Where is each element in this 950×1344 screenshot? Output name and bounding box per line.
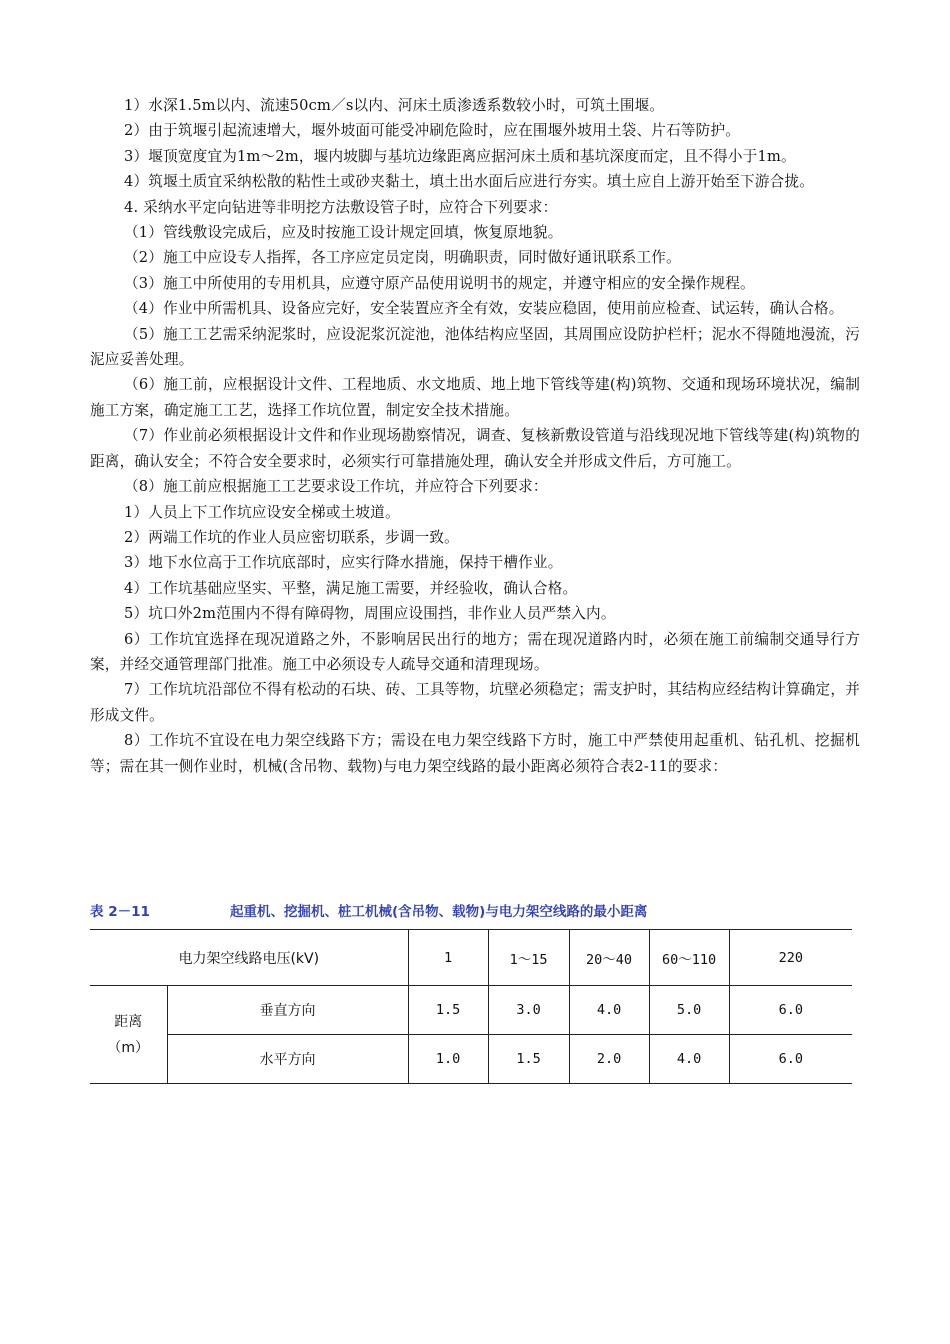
paragraph: 1）水深1.5m以内、流速50cm／s以内、河床土质渗透系数较小时，可筑土围堰。 <box>124 97 665 114</box>
value-cell: 6.0 <box>729 986 852 1035</box>
value-cell: 6.0 <box>729 1035 852 1084</box>
table-caption <box>90 903 860 921</box>
paragraph: （5）施工工艺需采纳泥浆时，应设泥浆沉淀池，池体结构应坚固，其周围应设防护栏杆；泥水不得随地漫流，污泥应妥善处理。 <box>90 325 860 369</box>
header-label-cell: 电力架空线路电压(kV) <box>90 930 408 986</box>
value-cell: 4.0 <box>569 986 649 1035</box>
body-text <box>90 93 860 779</box>
table-caption-number: 表 2－11 <box>90 904 150 920</box>
paragraph: （3）施工中所使用的专用机具，应遵守原产品使用说明书的规定，并遵守相应的安全操作规程。 <box>124 274 755 292</box>
paragraph: 7）工作坑坑沿部位不得有松动的石块、砖、工具等物，坑壁必须稳定；需支护时，其结构应经结构计算确定，并形成文件。 <box>90 681 860 724</box>
paragraph: 1）人员上下工作坑应设安全梯或土坡道。 <box>124 503 400 521</box>
paragraph: 3）地下水位高于工作坑底部时，应实行降水措施，保持干槽作业。 <box>124 554 563 572</box>
paragraph: （7）作业前必须根据设计文件和作业现场勘察情况，调查、复核新敷设管道与沿线现况地下管线等建(构)筑物的距离，确认安全；不符合安全要求时，必须实行可靠措施处理，确认安全并形成文件后，方可施工。 <box>90 427 860 470</box>
paragraph: （4）作业中所需机具、设备应完好，安全装置应齐全有效，安装应稳固，使用前应检查、试运转，确认合格。 <box>124 300 844 318</box>
value-cell: 2.0 <box>569 1035 649 1084</box>
voltage-cell: 220 <box>729 930 852 986</box>
paragraph: （6）施工前，应根据设计文件、工程地质、水文地质、地上地下管线等建(构)筑物、交通和现场环境状况，编制施工方案，确定施工工艺，选择工作坑位置，制定安全技术措施。 <box>90 376 860 419</box>
value-cell: 5.0 <box>649 986 729 1035</box>
row-group-label-cell <box>90 986 167 1084</box>
paragraph: 2）两端工作坑的作业人员应密切联系，步调一致。 <box>124 528 459 546</box>
paragraph: 4. 采纳水平定向钻进等非明挖方法敷设管子时，应符合下列要求： <box>124 198 558 216</box>
voltage-cell: 20～40 <box>569 930 649 986</box>
table-caption-title: 起重机、挖掘机、桩工机械(含吊物、载物)与电力架空线路的最小距离 <box>230 904 648 920</box>
paragraph: 5）坑口外2m范围内不得有障碍物，周围应设围挡，非作业人员严禁入内。 <box>124 605 616 623</box>
paragraph: 4）筑堰土质宜采纳松散的粘性土或砂夹黏土，填土出水面后应进行夯实。填土应自上游开始至下游合拢。 <box>124 173 815 191</box>
table-row <box>90 986 852 1035</box>
paragraph: 4）工作坑基础应坚实、平整，满足施工需要，并经验收，确认合格。 <box>124 579 578 597</box>
voltage-cell: 1～15 <box>488 930 569 986</box>
value-cell: 1.5 <box>408 986 488 1035</box>
voltage-cell: 60～110 <box>649 930 729 986</box>
paragraph: 8）工作坑不宜设在电力架空线路下方；需设在电力架空线路下方时，施工中严禁使用起重机、钻孔机、挖掘机等；需在其一侧作业时，机械(含吊物、载物)与电力架空线路的最小距离必须符合表2-11的要求： <box>90 732 860 775</box>
row-label-cell: 水平方向 <box>167 1035 408 1084</box>
table-row <box>90 1035 852 1084</box>
row-label-cell: 垂直方向 <box>167 986 408 1035</box>
table-header-row <box>90 930 852 986</box>
value-cell: 3.0 <box>488 986 569 1035</box>
value-cell: 1.0 <box>408 1035 488 1084</box>
paragraph: 6）工作坑宜选择在现况道路之外，不影响居民出行的地方；需在现况道路内时，必须在施工前编制交通导行方案，并经交通管理部门批准。施工中必须设专人疏导交通和清理现场。 <box>90 630 860 673</box>
paragraph: （1）管线敷设完成后，应及时按施工设计规定回填，恢复原地貌。 <box>124 224 563 242</box>
paragraph: 3）堰顶宽度宜为1m～2m，堰内坡脚与基坑边缘距离应据河床土质和基坑深度而定，且不得小于1m。 <box>124 147 796 165</box>
min-distance-table <box>90 929 852 1084</box>
value-cell: 4.0 <box>649 1035 729 1084</box>
voltage-cell: 1 <box>408 930 488 986</box>
row-group-unit: （m） <box>107 1039 150 1056</box>
row-group-label: 距离 <box>114 1013 143 1030</box>
paragraph: （2）施工中应设专人指挥，各工序应定员定岗，明确职责，同时做好通讯联系工作。 <box>124 249 681 267</box>
value-cell: 1.5 <box>488 1035 569 1084</box>
paragraph: （8）施工前应根据施工工艺要求设工作坑，并应符合下列要求： <box>124 478 548 496</box>
paragraph: 2）由于筑堰引起流速增大，堰外坡面可能受冲刷危险时，应在围堰外坡用土袋、片石等防护。 <box>124 122 741 140</box>
